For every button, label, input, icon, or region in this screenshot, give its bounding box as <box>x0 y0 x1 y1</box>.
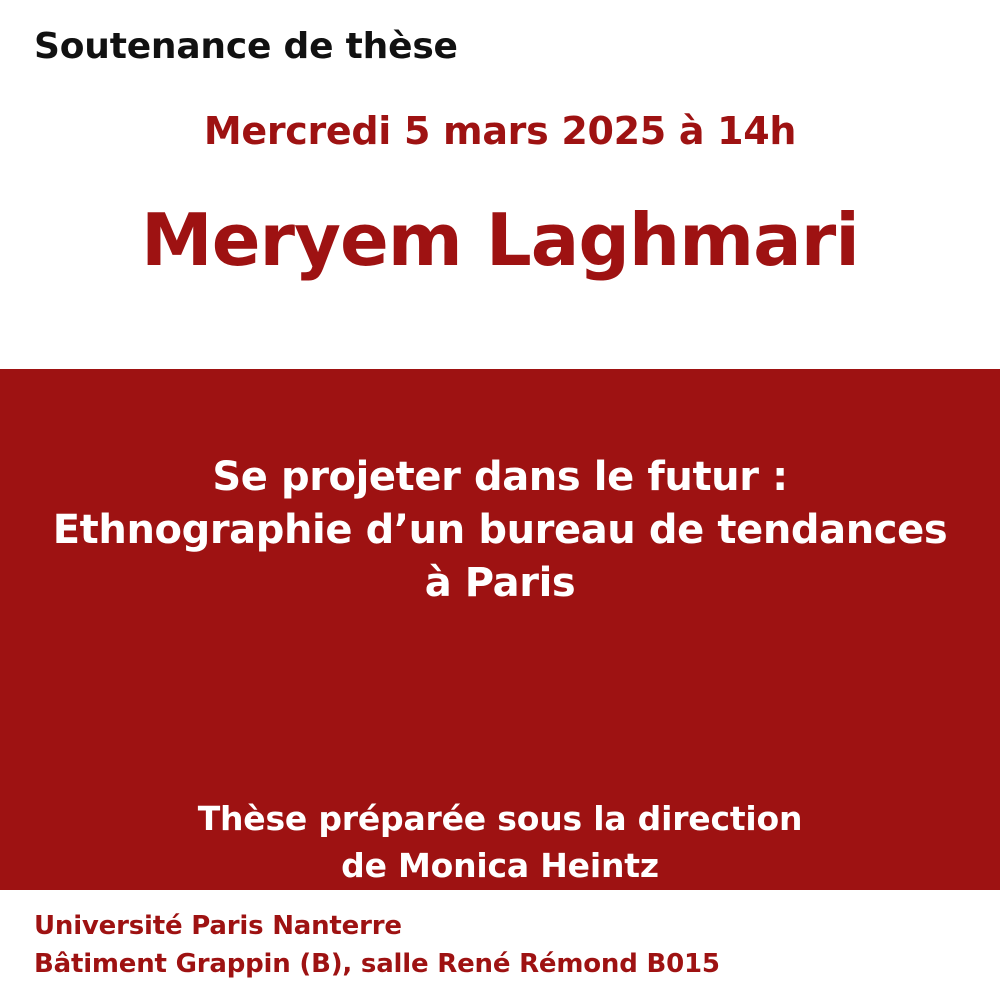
poster-footer <box>0 890 1000 1000</box>
poster-header <box>0 0 1000 369</box>
institution-name: Université Paris Nanterre <box>34 911 402 942</box>
thesis-title-line: Ethnographie d’un bureau de tendances <box>52 506 948 553</box>
venue-location: Bâtiment Grappin (B), salle René Rémond B015 <box>34 948 720 979</box>
poster-body-band <box>0 369 1000 890</box>
supervision-line: Thèse préparée sous la direction <box>197 798 803 838</box>
event-date: Mercredi 5 mars 2025 à 14h <box>203 109 797 154</box>
thesis-title <box>28 451 972 609</box>
thesis-title-line: à Paris <box>424 559 576 606</box>
supervision-note <box>28 795 972 891</box>
candidate-name: Meryem Laghmari <box>141 198 859 283</box>
supervision-line: de Monica Heintz <box>341 846 659 886</box>
thesis-title-line: Se projeter dans le futur : <box>212 454 788 501</box>
event-type-label: Soutenance de thèse <box>34 26 458 67</box>
